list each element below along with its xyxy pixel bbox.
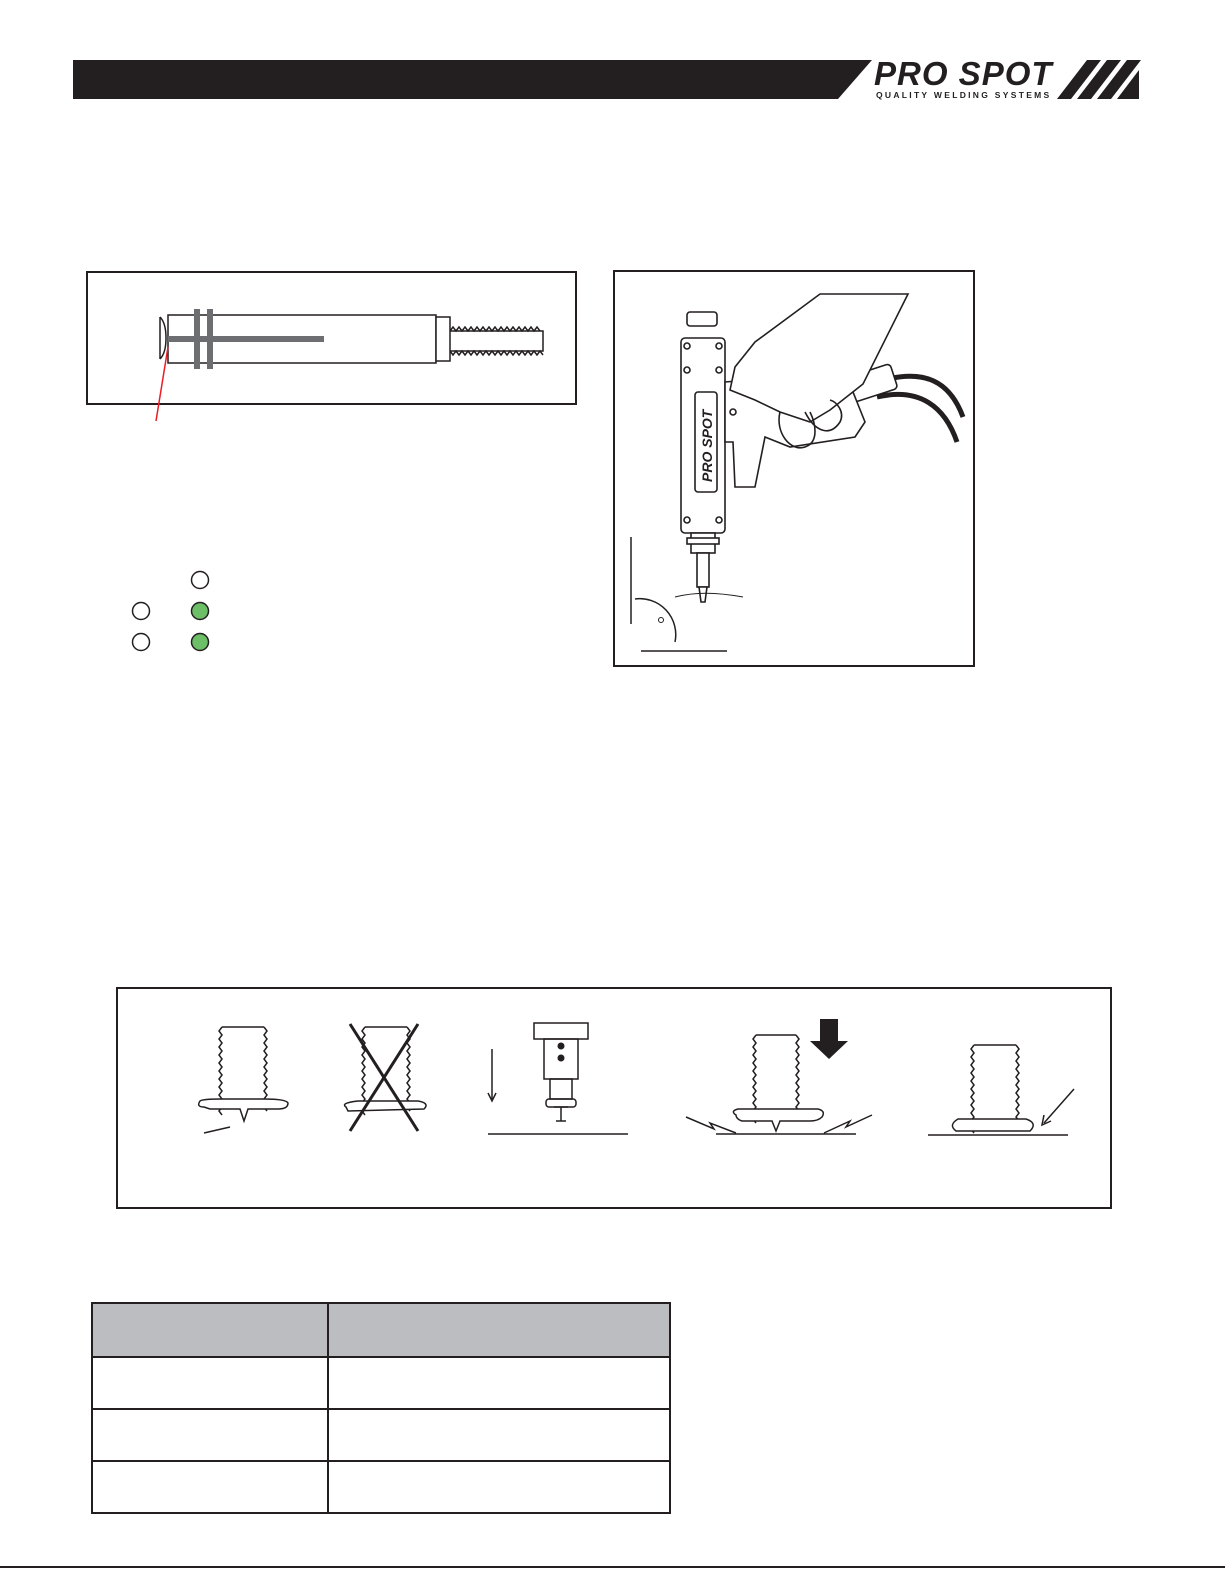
indicator-lights-graphic [128,568,218,658]
stud-weld-sequence-drawing [118,989,1110,1207]
step-3-stud-holder [488,1023,628,1134]
indicator-light-on [192,634,209,651]
header-banner [0,0,1225,110]
gun-brand-label: PRO SPOT [699,409,715,482]
insert-rod [168,336,324,342]
table-cell [328,1357,670,1409]
table-cell [92,1461,328,1513]
holder-dot [558,1055,565,1062]
spot-gun-figure [613,270,975,667]
workpiece-surface [675,593,743,597]
step-1-stud [199,1027,288,1133]
pressure-arrow-icon [810,1019,848,1059]
indicator-light-off [192,572,209,589]
screw [716,343,722,349]
gun-thread-ring [687,538,719,544]
holder-nut [436,317,450,361]
table-header-cell [92,1303,328,1357]
screw [716,517,722,523]
step-4-weld-in-progress [686,1035,872,1134]
screw [730,409,736,415]
screw [716,367,722,373]
brand-tagline: QUALITY WELDING SYSTEMS [876,90,1052,100]
footer-rule [0,1566,1225,1568]
spot-gun-drawing [615,272,973,665]
banner-bar [73,60,872,99]
table-cell [328,1461,670,1513]
electrode-end [699,587,707,602]
table-row [92,1357,670,1409]
table-cell [328,1409,670,1461]
brand-logo: PRO SPOT [874,55,1053,92]
stud-weld-sequence-figure [116,987,1112,1209]
table-cell [92,1409,328,1461]
screw [684,343,690,349]
gun-knob [687,312,717,326]
pointer-line [150,345,180,425]
table-row [92,1409,670,1461]
holder-dot [558,1043,565,1050]
step-5-completed-weld [928,1045,1074,1135]
angle-marker [659,618,664,623]
indicator-light-off [133,634,150,651]
table-header-cell [328,1303,670,1357]
screw [684,367,690,373]
step-2-incorrect-stud [345,1024,427,1131]
electrode-tip [697,553,709,587]
table-header-row [92,1303,670,1357]
collar-plate-1 [194,309,200,369]
table-row [92,1461,670,1513]
table-cell [92,1357,328,1409]
angle-arc [635,599,676,642]
spark-right [824,1115,872,1133]
collar-plate-2 [207,309,213,369]
indicator-light-off [133,603,150,620]
screw [684,517,690,523]
spark-left [686,1117,736,1133]
indicator-lights [128,568,218,658]
cable-2 [877,394,957,442]
spec-table [91,1302,671,1514]
indicator-light-on [192,603,209,620]
threaded-stud [450,331,543,351]
